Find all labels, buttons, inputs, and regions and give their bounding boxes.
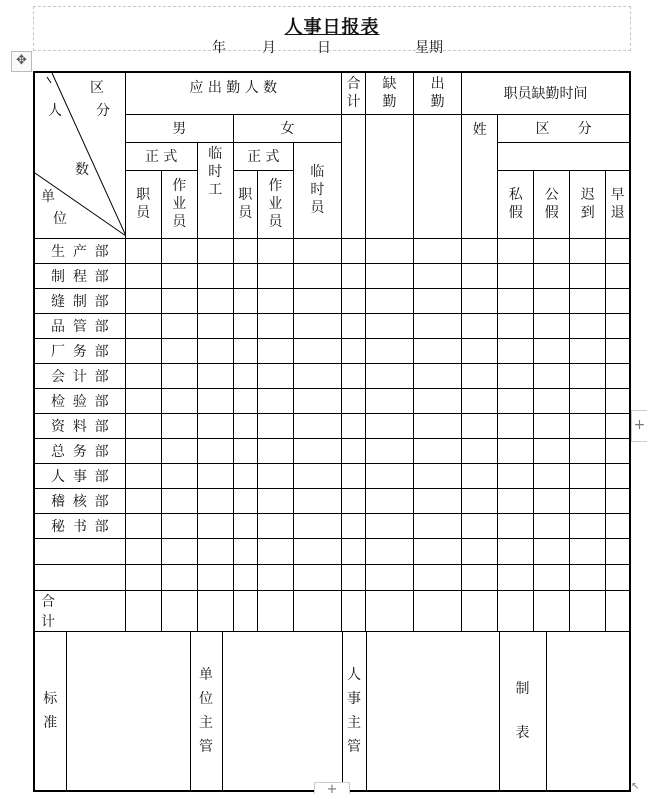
data-cell[interactable] xyxy=(125,590,161,631)
data-cell[interactable] xyxy=(197,363,233,388)
name-header: 姓 xyxy=(462,114,498,238)
data-cell[interactable] xyxy=(161,338,197,363)
data-cell[interactable] xyxy=(534,538,570,564)
data-cell[interactable] xyxy=(125,338,161,363)
data-cell[interactable] xyxy=(570,338,606,363)
data-cell[interactable] xyxy=(606,564,630,590)
data-cell[interactable] xyxy=(606,263,630,288)
table-row xyxy=(34,488,630,513)
data-cell[interactable] xyxy=(125,513,161,538)
page-title: 人事日报表 xyxy=(284,17,380,38)
data-cell[interactable] xyxy=(257,363,293,388)
data-cell[interactable] xyxy=(570,538,606,564)
late-header: 迟 到 xyxy=(570,170,606,238)
resize-icon: ↖ xyxy=(631,781,640,792)
data-cell[interactable] xyxy=(534,338,570,363)
data-cell[interactable] xyxy=(414,564,462,590)
data-cell[interactable] xyxy=(197,438,233,463)
present-subcell xyxy=(414,114,462,238)
data-cell[interactable] xyxy=(462,590,498,631)
department-name-cell xyxy=(34,564,125,590)
unit-manager-sign-cell[interactable] xyxy=(222,632,342,790)
data-cell[interactable] xyxy=(257,463,293,488)
data-cell[interactable] xyxy=(498,564,534,590)
data-cell[interactable] xyxy=(197,413,233,438)
data-cell[interactable] xyxy=(233,238,257,263)
data-cell[interactable] xyxy=(197,463,233,488)
absence-time-header: 职员缺勤时间 xyxy=(462,72,630,114)
female-worker-header: 作 业 员 xyxy=(257,170,293,238)
data-cell[interactable] xyxy=(197,288,233,313)
department-rows xyxy=(34,238,630,590)
total-row-label: 合 计 xyxy=(34,590,125,631)
table-resize-handle[interactable] xyxy=(631,781,639,792)
department-name-cell: 缝制部 xyxy=(34,288,125,313)
department-name-cell: 制程部 xyxy=(34,263,125,288)
data-cell[interactable] xyxy=(125,288,161,313)
standard-label: 标 准 xyxy=(35,632,66,790)
data-cell[interactable] xyxy=(233,363,257,388)
prepared-by-sign-cell[interactable] xyxy=(546,632,629,790)
data-cell[interactable] xyxy=(125,463,161,488)
data-cell[interactable] xyxy=(498,538,534,564)
prepared-by-label: 制 表 xyxy=(499,632,546,790)
data-cell[interactable] xyxy=(498,438,534,463)
data-cell[interactable] xyxy=(257,590,293,631)
data-cell[interactable] xyxy=(233,513,257,538)
table-row xyxy=(34,238,630,263)
data-cell[interactable] xyxy=(257,438,293,463)
data-cell[interactable] xyxy=(498,463,534,488)
data-cell[interactable] xyxy=(462,463,498,488)
table-row xyxy=(34,363,630,388)
data-cell[interactable] xyxy=(365,263,413,288)
data-cell[interactable] xyxy=(233,413,257,438)
data-cell[interactable] xyxy=(606,338,630,363)
data-cell[interactable] xyxy=(257,338,293,363)
signature-area xyxy=(34,631,630,791)
data-cell[interactable] xyxy=(414,413,462,438)
data-cell[interactable] xyxy=(570,488,606,513)
data-cell[interactable] xyxy=(534,488,570,513)
data-cell[interactable] xyxy=(341,413,365,438)
male-staff-header: 职 员 xyxy=(125,170,161,238)
department-name-cell: 资料部 xyxy=(34,413,125,438)
data-cell[interactable] xyxy=(197,338,233,363)
data-cell[interactable] xyxy=(161,513,197,538)
data-cell[interactable] xyxy=(462,263,498,288)
data-cell[interactable] xyxy=(161,263,197,288)
data-cell[interactable] xyxy=(365,388,413,413)
absent-subcell xyxy=(365,114,413,238)
data-cell[interactable] xyxy=(570,438,606,463)
plus-icon: + xyxy=(326,782,338,797)
data-cell[interactable] xyxy=(606,238,630,263)
data-cell[interactable] xyxy=(233,463,257,488)
data-cell[interactable] xyxy=(293,438,341,463)
data-cell[interactable] xyxy=(293,338,341,363)
data-cell[interactable] xyxy=(570,564,606,590)
data-cell[interactable] xyxy=(570,388,606,413)
should-attend-header: 应 出 勤 人 数 xyxy=(125,72,341,114)
corner-label-dan: 单 xyxy=(41,189,55,205)
female-temporary-header: 临 时 员 xyxy=(293,142,341,238)
data-cell[interactable] xyxy=(570,238,606,263)
data-cell[interactable] xyxy=(233,538,257,564)
data-cell[interactable] xyxy=(606,413,630,438)
table-row xyxy=(34,538,630,564)
data-cell[interactable] xyxy=(257,288,293,313)
data-cell[interactable] xyxy=(498,413,534,438)
data-cell[interactable] xyxy=(257,488,293,513)
data-cell[interactable] xyxy=(197,488,233,513)
data-cell[interactable] xyxy=(534,288,570,313)
data-cell[interactable] xyxy=(414,590,462,631)
department-name-cell: 品管部 xyxy=(34,313,125,338)
corner-label-fen: 分 xyxy=(96,103,110,119)
data-cell[interactable] xyxy=(606,313,630,338)
table-row xyxy=(34,564,630,590)
data-cell[interactable] xyxy=(125,313,161,338)
corner-header-cell xyxy=(34,72,125,238)
hr-manager-sign-cell[interactable] xyxy=(366,632,499,790)
data-cell[interactable] xyxy=(534,238,570,263)
data-cell[interactable] xyxy=(161,488,197,513)
data-cell[interactable] xyxy=(257,538,293,564)
data-cell[interactable] xyxy=(257,263,293,288)
data-cell[interactable] xyxy=(293,263,341,288)
data-cell[interactable] xyxy=(341,338,365,363)
data-cell[interactable] xyxy=(341,238,365,263)
corner-label-wei: 位 xyxy=(53,211,67,227)
data-cell[interactable] xyxy=(570,590,606,631)
male-header: 男 xyxy=(125,114,233,142)
data-cell[interactable] xyxy=(498,288,534,313)
corner-label-ren: 人 xyxy=(48,103,62,119)
data-cell[interactable] xyxy=(125,238,161,263)
data-cell[interactable] xyxy=(606,538,630,564)
data-cell[interactable] xyxy=(233,438,257,463)
data-cell[interactable] xyxy=(161,313,197,338)
female-regular-header: 正 式 xyxy=(233,142,293,170)
month-label: 月 xyxy=(262,40,276,56)
year-label: 年 xyxy=(212,40,226,56)
data-cell[interactable] xyxy=(197,564,233,590)
personal-leave-header: 私 假 xyxy=(498,170,534,238)
data-cell[interactable] xyxy=(534,564,570,590)
data-cell[interactable] xyxy=(293,288,341,313)
data-cell[interactable] xyxy=(293,238,341,263)
data-cell[interactable] xyxy=(233,488,257,513)
data-cell[interactable] xyxy=(498,513,534,538)
data-cell[interactable] xyxy=(341,513,365,538)
data-cell[interactable] xyxy=(365,513,413,538)
data-cell[interactable] xyxy=(365,413,413,438)
data-cell[interactable] xyxy=(341,463,365,488)
header-frame xyxy=(33,6,631,56)
male-worker-header: 作 业 员 xyxy=(161,170,197,238)
department-name-cell: 检验部 xyxy=(34,388,125,413)
data-cell[interactable] xyxy=(257,413,293,438)
data-cell[interactable] xyxy=(161,564,197,590)
data-cell[interactable] xyxy=(498,590,534,631)
data-cell[interactable] xyxy=(414,488,462,513)
data-cell[interactable] xyxy=(414,288,462,313)
data-cell[interactable] xyxy=(414,313,462,338)
male-temporary-header: 临 时 工 xyxy=(197,142,233,238)
early-leave-header: 早 退 xyxy=(606,170,630,238)
add-column-button[interactable] xyxy=(631,410,647,442)
table-row xyxy=(34,288,630,313)
data-cell[interactable] xyxy=(365,438,413,463)
data-cell[interactable] xyxy=(197,538,233,564)
data-cell[interactable] xyxy=(570,288,606,313)
data-cell[interactable] xyxy=(534,590,570,631)
data-cell[interactable] xyxy=(257,513,293,538)
add-row-button[interactable] xyxy=(314,782,350,797)
data-cell[interactable] xyxy=(125,413,161,438)
table-row xyxy=(34,263,630,288)
department-name-cell: 厂务部 xyxy=(34,338,125,363)
report-table xyxy=(33,71,631,792)
standard-sign-cell[interactable] xyxy=(66,632,190,790)
data-cell[interactable] xyxy=(365,488,413,513)
data-cell[interactable] xyxy=(341,288,365,313)
data-cell[interactable] xyxy=(534,463,570,488)
table-row xyxy=(34,388,630,413)
data-cell[interactable] xyxy=(414,463,462,488)
data-cell[interactable] xyxy=(570,463,606,488)
data-cell[interactable] xyxy=(606,388,630,413)
data-cell[interactable] xyxy=(414,438,462,463)
table-row xyxy=(34,513,630,538)
data-cell[interactable] xyxy=(365,463,413,488)
male-regular-header: 正 式 xyxy=(125,142,197,170)
category-blank-cell xyxy=(498,142,630,170)
department-name-cell: 会计部 xyxy=(34,363,125,388)
data-cell[interactable] xyxy=(233,338,257,363)
data-cell[interactable] xyxy=(462,538,498,564)
data-cell[interactable] xyxy=(365,363,413,388)
data-cell[interactable] xyxy=(534,438,570,463)
data-cell[interactable] xyxy=(462,313,498,338)
data-cell[interactable] xyxy=(606,463,630,488)
data-cell[interactable] xyxy=(293,488,341,513)
data-cell[interactable] xyxy=(341,388,365,413)
data-cell[interactable] xyxy=(161,538,197,564)
data-cell[interactable] xyxy=(414,263,462,288)
data-cell[interactable] xyxy=(498,313,534,338)
data-cell[interactable] xyxy=(161,438,197,463)
data-cell[interactable] xyxy=(606,363,630,388)
table-row xyxy=(34,463,630,488)
weekday-label: 星期 xyxy=(415,40,443,56)
data-cell[interactable] xyxy=(570,363,606,388)
total-header: 合 计 xyxy=(341,72,365,114)
data-cell[interactable] xyxy=(462,413,498,438)
data-cell[interactable] xyxy=(293,513,341,538)
data-cell[interactable] xyxy=(462,564,498,590)
data-cell[interactable] xyxy=(365,238,413,263)
data-cell[interactable] xyxy=(341,313,365,338)
data-cell[interactable] xyxy=(233,564,257,590)
data-cell[interactable] xyxy=(534,513,570,538)
data-cell[interactable] xyxy=(414,338,462,363)
table-row xyxy=(34,438,630,463)
data-cell[interactable] xyxy=(125,438,161,463)
department-name-cell: 秘书部 xyxy=(34,513,125,538)
data-cell[interactable] xyxy=(606,590,630,631)
data-cell[interactable] xyxy=(233,263,257,288)
data-cell[interactable] xyxy=(498,238,534,263)
unit-manager-label: 单 位 主 管 xyxy=(190,632,222,790)
present-header: 出 勤 xyxy=(414,72,462,114)
data-cell[interactable] xyxy=(197,238,233,263)
corner-label-shu: 数 xyxy=(75,162,89,178)
data-cell[interactable] xyxy=(125,263,161,288)
data-cell[interactable] xyxy=(161,388,197,413)
data-cell[interactable] xyxy=(293,413,341,438)
data-cell[interactable] xyxy=(462,338,498,363)
data-cell[interactable] xyxy=(414,238,462,263)
data-cell[interactable] xyxy=(534,388,570,413)
data-cell[interactable] xyxy=(341,263,365,288)
data-cell[interactable] xyxy=(570,413,606,438)
absent-header: 缺 勤 xyxy=(365,72,413,114)
signature-table xyxy=(35,632,629,790)
department-name-cell: 生产部 xyxy=(34,238,125,263)
data-cell[interactable] xyxy=(365,288,413,313)
data-cell[interactable] xyxy=(462,363,498,388)
data-cell[interactable] xyxy=(341,488,365,513)
data-cell[interactable] xyxy=(462,513,498,538)
table-row xyxy=(34,313,630,338)
data-cell[interactable] xyxy=(341,590,365,631)
data-cell[interactable] xyxy=(606,438,630,463)
data-cell[interactable] xyxy=(365,538,413,564)
data-cell[interactable] xyxy=(293,313,341,338)
department-name-cell: 稽核部 xyxy=(34,488,125,513)
data-cell[interactable] xyxy=(293,388,341,413)
data-cell[interactable] xyxy=(125,538,161,564)
data-cell[interactable] xyxy=(161,363,197,388)
data-cell[interactable] xyxy=(498,363,534,388)
plus-icon: + xyxy=(633,417,646,433)
category-header: 区 分 xyxy=(498,114,630,142)
data-cell[interactable] xyxy=(414,363,462,388)
table-move-handle[interactable] xyxy=(11,51,32,72)
corner-label-qu: 区 xyxy=(90,80,104,96)
data-cell[interactable] xyxy=(498,488,534,513)
data-cell[interactable] xyxy=(498,388,534,413)
data-cell[interactable] xyxy=(257,564,293,590)
data-cell[interactable] xyxy=(257,388,293,413)
data-cell[interactable] xyxy=(125,388,161,413)
data-cell[interactable] xyxy=(341,538,365,564)
data-cell[interactable] xyxy=(606,513,630,538)
table-row xyxy=(34,413,630,438)
data-cell[interactable] xyxy=(365,564,413,590)
data-cell[interactable] xyxy=(161,238,197,263)
data-cell[interactable] xyxy=(606,488,630,513)
data-cell[interactable] xyxy=(570,263,606,288)
data-cell[interactable] xyxy=(534,313,570,338)
data-cell[interactable] xyxy=(341,438,365,463)
data-cell[interactable] xyxy=(197,263,233,288)
data-cell[interactable] xyxy=(125,363,161,388)
data-cell[interactable] xyxy=(462,438,498,463)
data-cell[interactable] xyxy=(365,590,413,631)
department-name-cell: 人事部 xyxy=(34,463,125,488)
data-cell[interactable] xyxy=(570,313,606,338)
data-cell[interactable] xyxy=(161,590,197,631)
data-cell[interactable] xyxy=(197,313,233,338)
data-cell[interactable] xyxy=(233,590,257,631)
data-cell[interactable] xyxy=(197,388,233,413)
data-cell[interactable] xyxy=(606,288,630,313)
day-label: 日 xyxy=(317,40,331,56)
data-cell[interactable] xyxy=(197,513,233,538)
data-cell[interactable] xyxy=(341,564,365,590)
data-cell[interactable] xyxy=(498,263,534,288)
female-staff-header: 职 员 xyxy=(233,170,257,238)
data-cell[interactable] xyxy=(293,564,341,590)
data-cell[interactable] xyxy=(341,363,365,388)
female-header: 女 xyxy=(233,114,341,142)
data-cell[interactable] xyxy=(462,488,498,513)
data-cell[interactable] xyxy=(534,263,570,288)
data-cell[interactable] xyxy=(233,313,257,338)
total-subcell xyxy=(341,114,365,238)
data-cell[interactable] xyxy=(161,288,197,313)
data-cell[interactable] xyxy=(125,488,161,513)
data-cell[interactable] xyxy=(233,288,257,313)
data-cell[interactable] xyxy=(293,363,341,388)
data-cell[interactable] xyxy=(462,238,498,263)
data-cell[interactable] xyxy=(414,538,462,564)
data-cell[interactable] xyxy=(293,463,341,488)
data-cell[interactable] xyxy=(125,564,161,590)
data-cell[interactable] xyxy=(161,463,197,488)
data-cell[interactable] xyxy=(161,413,197,438)
department-name-cell xyxy=(34,538,125,564)
data-cell[interactable] xyxy=(365,338,413,363)
data-cell[interactable] xyxy=(414,513,462,538)
move-icon: ✥ xyxy=(16,53,27,68)
data-cell[interactable] xyxy=(534,363,570,388)
data-cell[interactable] xyxy=(498,338,534,363)
data-cell[interactable] xyxy=(534,413,570,438)
data-cell[interactable] xyxy=(462,388,498,413)
data-cell[interactable] xyxy=(414,388,462,413)
data-cell[interactable] xyxy=(462,288,498,313)
data-cell[interactable] xyxy=(365,313,413,338)
corner-diagonal-lines xyxy=(35,73,125,238)
hr-manager-label: 人 事 主 管 xyxy=(342,632,366,790)
official-leave-header: 公 假 xyxy=(534,170,570,238)
data-cell[interactable] xyxy=(197,590,233,631)
data-cell[interactable] xyxy=(570,513,606,538)
table-row xyxy=(34,338,630,363)
data-cell[interactable] xyxy=(293,538,341,564)
data-cell[interactable] xyxy=(257,313,293,338)
data-cell[interactable] xyxy=(293,590,341,631)
department-name-cell: 总务部 xyxy=(34,438,125,463)
data-cell[interactable] xyxy=(233,388,257,413)
data-cell[interactable] xyxy=(257,238,293,263)
